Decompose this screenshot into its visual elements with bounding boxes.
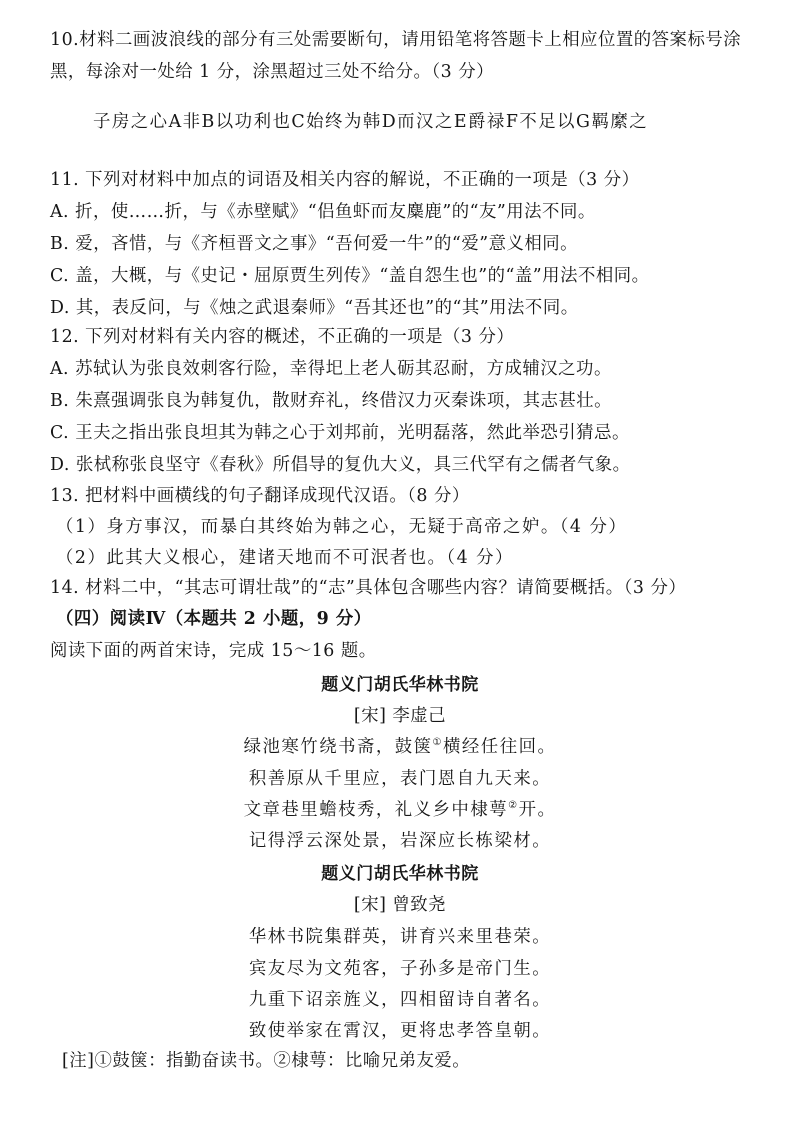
q14-stem: 14. 材料二中，“其志可谓壮哉”的“志”具体包含哪些内容？请简要概括。（3 分） [50, 578, 687, 598]
q12-option-d: D. 张栻称张良坚守《春秋》所倡导的复仇大义，具三代罕有之儒者气象。 [50, 455, 631, 475]
q11-option-d: D. 其，表反问，与《烛之武退秦师》“吾其还也”的“其”用法不同。 [50, 298, 579, 318]
poem1-author: [宋] 李虚己 [353, 706, 447, 726]
q12-option-b: B. 朱熹强调张良为韩复仇，散财弃礼，终借汉力灭秦诛项，其志甚壮。 [50, 391, 613, 411]
poem1-line-1-tail: 横经任往回。 [443, 737, 557, 757]
section4-heading: （四）阅读Ⅳ（本题共 2 小题，9 分） [56, 609, 372, 629]
poem2-author: [宋] 曾致尧 [353, 895, 447, 915]
q11-option-b: B. 爱，吝惜，与《齐桓晋文之事》“吾何爱一牛”的“爱”意义相同。 [50, 234, 579, 254]
poem2-line-1: 华林书院集群英，讲育兴来里巷荣。 [248, 927, 552, 947]
q12-option-c: C. 王夫之指出张良坦其为韩之心于刘邦前，光明磊落，然此举恐引猜忌。 [50, 423, 630, 443]
q12-stem: 12. 下列对材料有关内容的概述，不正确的一项是（3 分） [50, 327, 515, 347]
poem1-line-1 [0, 737, 800, 758]
note-marker-2: ② [508, 800, 519, 812]
poem2-title: 题义门胡氏华林书院 [321, 864, 479, 884]
q13-sentence-2: （2）此其大义根心，建诸天地而不可泯者也。（4 分） [56, 548, 514, 568]
q13-stem: 13. 把材料中画横线的句子翻译成现代汉语。（8 分） [50, 486, 470, 506]
q10-line2: 黑，每涂对一处给 1 分，涂黑超过三处不给分。（3 分） [50, 62, 494, 82]
poem2-line-2: 宾友尽为文苑客，子孙多是帝门生。 [248, 959, 552, 979]
q12-option-a: A. 苏轼认为张良效刺客行险，幸得圯上老人砺其忍耐，方成辅汉之功。 [50, 359, 612, 379]
poem1-line-1-text: 绿池寒竹绕书斋，鼓箧 [243, 737, 433, 757]
q11-stem: 11. 下列对材料中加点的词语及相关内容的解说，不正确的一项是（3 分） [50, 170, 640, 190]
q11-option-c: C. 盖，大概，与《史记・屈原贾生列传》“盖自怨生也”的“盖”用法不相同。 [50, 266, 650, 286]
q13-sentence-1: （1）身方事汉，而暴白其终始为韩之心，无疑于高帝之妒。（4 分） [56, 517, 628, 537]
q10-passage: 子房之心A非B以功利也C始终为韩D而汉之E爵禄F不足以G羁縻之 [93, 112, 649, 132]
poem1-line-3 [0, 800, 800, 821]
poem2-line-3: 九重下诏亲旌义，四相留诗自著名。 [248, 990, 552, 1010]
footnote: [注]①鼓箧：指勤奋读书。②棣萼：比喻兄弟友爱。 [62, 1051, 471, 1071]
note-marker-1: ① [432, 737, 444, 749]
poem1-line-3-tail: 开。 [518, 800, 557, 820]
poem1-title: 题义门胡氏华林书院 [321, 675, 479, 695]
poem1-line-4: 记得浮云深处景，岩深应长栋梁材。 [248, 831, 552, 851]
q10-line1: 10.材料二画波浪线的部分有三处需要断句，请用铅笔将答题卡上相应位置的答案标号涂 [50, 30, 742, 50]
q11-option-a: A. 折，使……折，与《赤壁赋》“侣鱼虾而友麋鹿”的“友”用法不同。 [50, 202, 596, 222]
poem1-line-3-text: 文章巷里蟾枝秀，礼义乡中棣萼 [243, 800, 509, 820]
poem1-line-2: 积善原从千里应，表门恩自九天来。 [248, 769, 552, 789]
poem2-line-4: 致使举家在霄汉，更将忠孝答皇朝。 [248, 1021, 552, 1041]
section4-instruction: 阅读下面的两首宋诗，完成 15～16 题。 [50, 641, 377, 661]
